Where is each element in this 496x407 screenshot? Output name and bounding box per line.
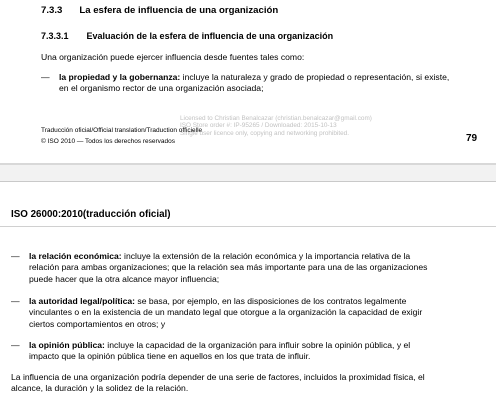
- item-term: la relación económica:: [29, 251, 122, 261]
- footer-copyright: © ISO 2010 — Todos los derechos reservados: [41, 138, 176, 145]
- bullet-text-line1: incluye la naturaleza y grado de propiedad o representación, si existe,: [180, 72, 450, 82]
- page-edge: [0, 181, 496, 182]
- item-term: la opinión pública:: [29, 340, 105, 350]
- page-gap: [0, 165, 496, 181]
- item-text-line2: impacto que la opinión pública tiene en aquellos en los que trata de influir.: [29, 351, 311, 362]
- item-text-line2: vinculantes o en la existencia de un mandato legal que otorgue a la organización la capacidad de exigir: [29, 307, 423, 318]
- section-title: La esfera de influencia de una organización: [79, 5, 279, 16]
- watermark-line: ISO Store order #: IP-95265 / Downloaded: 2015-10-13: [180, 122, 337, 130]
- bullet-propiedad: [59, 72, 489, 95]
- item-autoridad-legal: [29, 296, 491, 330]
- item-text-line3: puede hacer que la otra alcance mayor influencia;: [29, 273, 220, 284]
- item-dash: —: [11, 296, 20, 306]
- item-text-line1: se basa, por ejemplo, en las disposiciones de los contratos legalmente: [135, 296, 407, 306]
- header-rule: [0, 226, 496, 227]
- item-text-line1: incluye la extensión de la relación económica y la importancia relativa de la: [121, 251, 411, 261]
- intro-text: Una organización puede ejercer influencia desde fuentes tales como:: [41, 52, 305, 62]
- item-text-line2: relación para ambas organizaciones; que la relación sea más importante para una de las organizaciones: [29, 262, 428, 273]
- bullet-text-line2: en el organismo rector de una organización asociada;: [59, 83, 264, 94]
- section-heading-7-3-3-1: [41, 31, 333, 41]
- bullet-dash: —: [41, 72, 50, 82]
- bullet-term: la propiedad y la gobernanza:: [59, 72, 181, 82]
- item-dash: —: [11, 251, 20, 261]
- watermark-line: Licensed to Christian Benalcazar (christian.benalcazar@gmail.com): [180, 115, 372, 122]
- footer-translation: Traducción oficial/Official translation/Traduction officielle: [41, 127, 203, 134]
- item-text-line3: ciertos comportamientos en otros; y: [29, 318, 166, 329]
- watermark-line: Single user licence only, copying and networking prohibited.: [180, 129, 349, 137]
- page-number: 79: [466, 133, 478, 144]
- section-number: 7.3.3: [41, 5, 63, 16]
- item-opinion-publica: [29, 340, 491, 363]
- closing-paragraph: [11, 372, 493, 395]
- subsection-title: Evaluación de la esfera de influencia de una organización: [86, 31, 334, 41]
- page-header: ISO 26000:2010(traducción oficial): [11, 209, 171, 220]
- item-relacion-economica: [29, 251, 491, 285]
- item-text-line1: incluye la capacidad de la organización para influir sobre la opinión pública, y el: [104, 340, 411, 350]
- subsection-number: 7.3.3.1: [41, 31, 69, 41]
- item-dash: —: [11, 340, 20, 350]
- closing-line1: La influencia de una organización podría depender de una serie de factores, incluidos la proximidad física, el: [11, 372, 425, 382]
- section-heading-7-3-3: [41, 5, 278, 16]
- closing-line2: alcance, la duración y la solidez de la relación.: [11, 383, 189, 394]
- license-watermark: [180, 115, 372, 137]
- item-term: la autoridad legal/política:: [29, 296, 136, 306]
